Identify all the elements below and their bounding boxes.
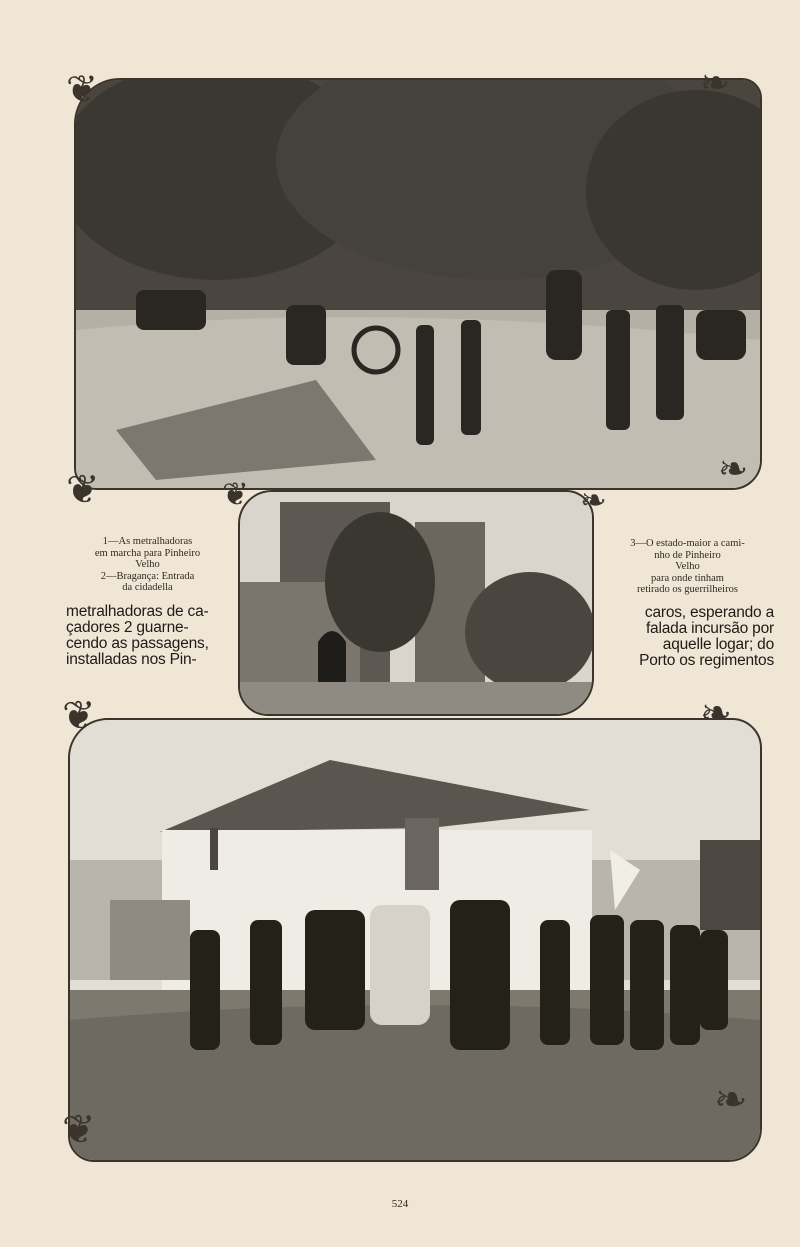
photo-braganca-citadel-image [240,492,592,714]
ornament-flourish: ❦ [62,693,96,739]
photo-caption-left: 1—As metralhadoras em marcha para Pinheiro Velho 2—Bragança: Entrada da cidadella [94,536,201,593]
ornament-flourish: ❦ [66,67,98,111]
photo-general-staff-image [70,720,760,1160]
ornament-flourish: ❧ [580,481,607,519]
article-text-right: caros, esperando a falada incursão por aquelle logar; do Porto os regimentos [639,604,774,669]
article-text-left: metralhadoras de ca- çadores 2 guarne- cendo as passagens, installadas nos Pin- [66,603,209,668]
ornament-flourish: ❧ [718,449,749,490]
photo-caption-right: 3—O estado-maior a cami- nho de Pinheiro Velho para onde tinham retirado os guerrilheiros [630,538,745,595]
ornament-flourish: ❦ [222,475,249,513]
photo-machine-guns-march [74,78,762,490]
photo-general-staff [68,718,762,1162]
ornament-flourish: ❧ [714,1077,748,1123]
photo-braganca-citadel [238,490,594,716]
ornament-flourish: ❦ [66,467,100,513]
ornament-flourish: ❧ [700,63,731,104]
ornament-flourish: ❦ [62,1107,96,1153]
ornament-flourish: ❧ [700,691,732,735]
page-number: 524 [391,1198,409,1210]
photo-machine-guns-march-image [76,80,760,488]
